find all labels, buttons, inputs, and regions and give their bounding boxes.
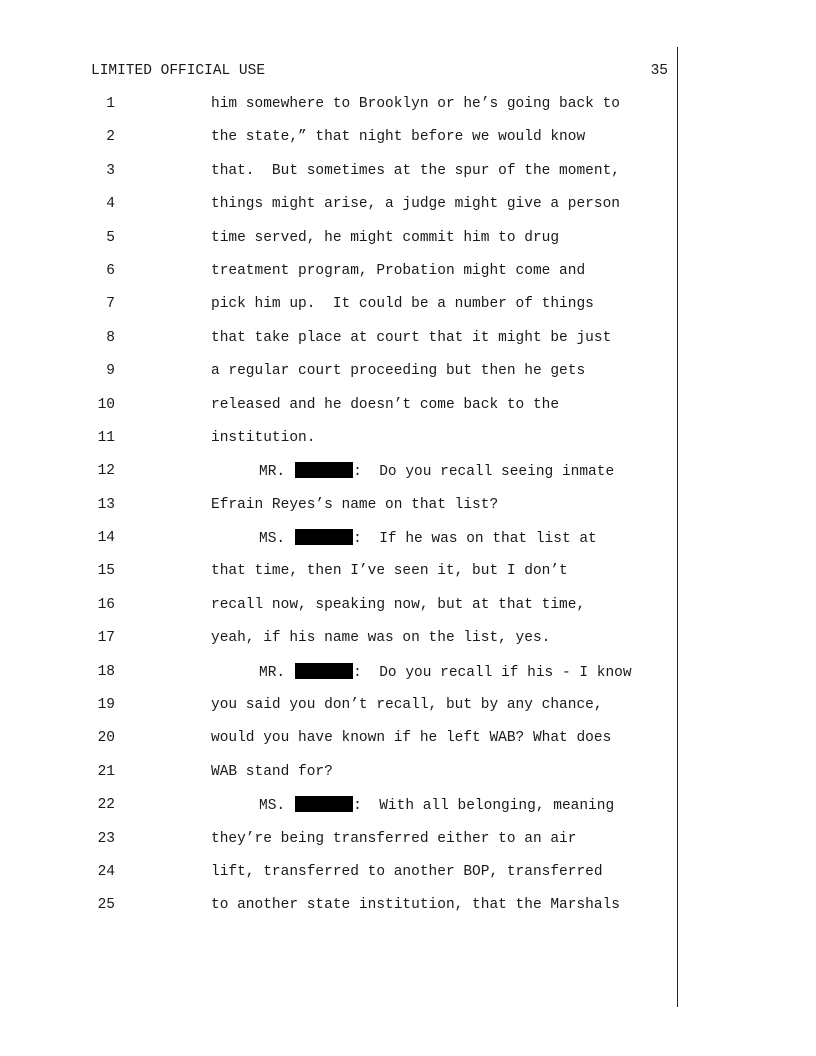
transcript-line [0,329,816,362]
line-text: institution. [211,429,316,446]
speaker-title: MR. [259,464,286,481]
transcript-line [0,462,816,495]
line-text: that time, then I’ve seen it, but I don’t [211,563,568,580]
line-number: 11 [97,429,115,446]
transcript-line [0,496,816,529]
transcript-line [0,162,816,195]
line-text: a regular court proceeding but then he gets [211,363,586,380]
redaction-box [295,663,353,679]
line-text: : With all belonging, meaning [353,798,615,815]
transcript-line [0,429,816,462]
line-text: the state,” that night before we would know [211,129,586,146]
line-text: would you have known if he left WAB? What does [211,730,612,747]
transcript-line [0,896,816,929]
speaker-line [259,462,614,481]
transcript-line [0,562,816,595]
line-number: 19 [97,697,115,714]
line-number: 21 [97,763,115,780]
speaker-title: MS. [259,798,286,815]
line-text: yeah, if his name was on the list, yes. [211,630,551,647]
line-number: 25 [97,897,115,914]
transcript-line [0,830,816,863]
line-number: 9 [106,363,115,380]
line-text: things might arise, a judge might give a person [211,196,620,213]
transcript-line [0,262,816,295]
redaction-box [295,529,353,545]
line-number: 16 [97,596,115,613]
line-text: : Do you recall if his - I know [353,664,632,681]
transcript-line [0,229,816,262]
line-text: released and he doesn’t come back to the [211,396,560,413]
transcript-line [0,362,816,395]
speaker-title: MR. [259,664,286,681]
transcript-line [0,529,816,562]
line-number: 2 [106,129,115,146]
transcript-line [0,729,816,762]
line-text: : If he was on that list at [353,531,597,548]
line-text: Efrain Reyes’s name on that list? [211,496,499,513]
line-number: 18 [97,663,115,680]
line-text: : Do you recall seeing inmate [353,464,615,481]
line-text: WAB stand for? [211,763,333,780]
speaker-title: MS. [259,531,286,548]
transcript-line [0,95,816,128]
line-text: time served, he might commit him to drug [211,229,560,246]
speaker-line [259,663,632,682]
line-number: 23 [97,830,115,847]
line-number: 3 [106,162,115,179]
line-number: 12 [97,463,115,480]
line-text: they’re being transferred either to an air [211,830,577,847]
redaction-box [295,796,353,812]
line-number: 1 [106,96,115,112]
line-number: 17 [97,630,115,647]
line-text: that take place at court that it might be just [211,329,612,346]
redaction-box [295,462,353,478]
line-number: 7 [106,296,115,313]
transcript-line [0,396,816,429]
transcript-line [0,295,816,328]
speaker-line [259,529,597,548]
line-number: 10 [97,396,115,413]
line-number: 20 [97,730,115,747]
transcript-line [0,763,816,796]
classification-header: LIMITED OFFICIAL USE [91,63,266,79]
speaker-line [259,796,614,815]
transcript-line [0,596,816,629]
line-text: lift, transferred to another BOP, transferred [211,863,603,880]
line-number: 24 [97,863,115,880]
line-text: you said you don’t recall, but by any chance, [211,697,603,714]
transcript-line [0,128,816,161]
line-number: 5 [106,229,115,246]
line-text: pick him up. It could be a number of things [211,296,594,313]
line-number: 15 [97,563,115,580]
line-text: recall now, speaking now, but at that time, [211,596,586,613]
transcript-body [0,95,816,930]
line-text: to another state institution, that the Marshals [211,897,620,914]
page-number: 35 [650,63,668,79]
transcript-line [0,629,816,662]
line-number: 14 [97,530,115,547]
line-number: 6 [106,262,115,279]
line-text: treatment program, Probation might come and [211,262,586,279]
transcript-line [0,663,816,696]
transcript-line [0,195,816,228]
transcript-line [0,863,816,896]
line-number: 22 [97,797,115,814]
transcript-line [0,796,816,829]
line-number: 4 [106,196,115,213]
line-text: that. But sometimes at the spur of the moment, [211,162,620,179]
transcript-line [0,696,816,729]
line-text: him somewhere to Brooklyn or he’s going back to [211,96,620,112]
line-number: 13 [97,496,115,513]
line-number: 8 [106,329,115,346]
